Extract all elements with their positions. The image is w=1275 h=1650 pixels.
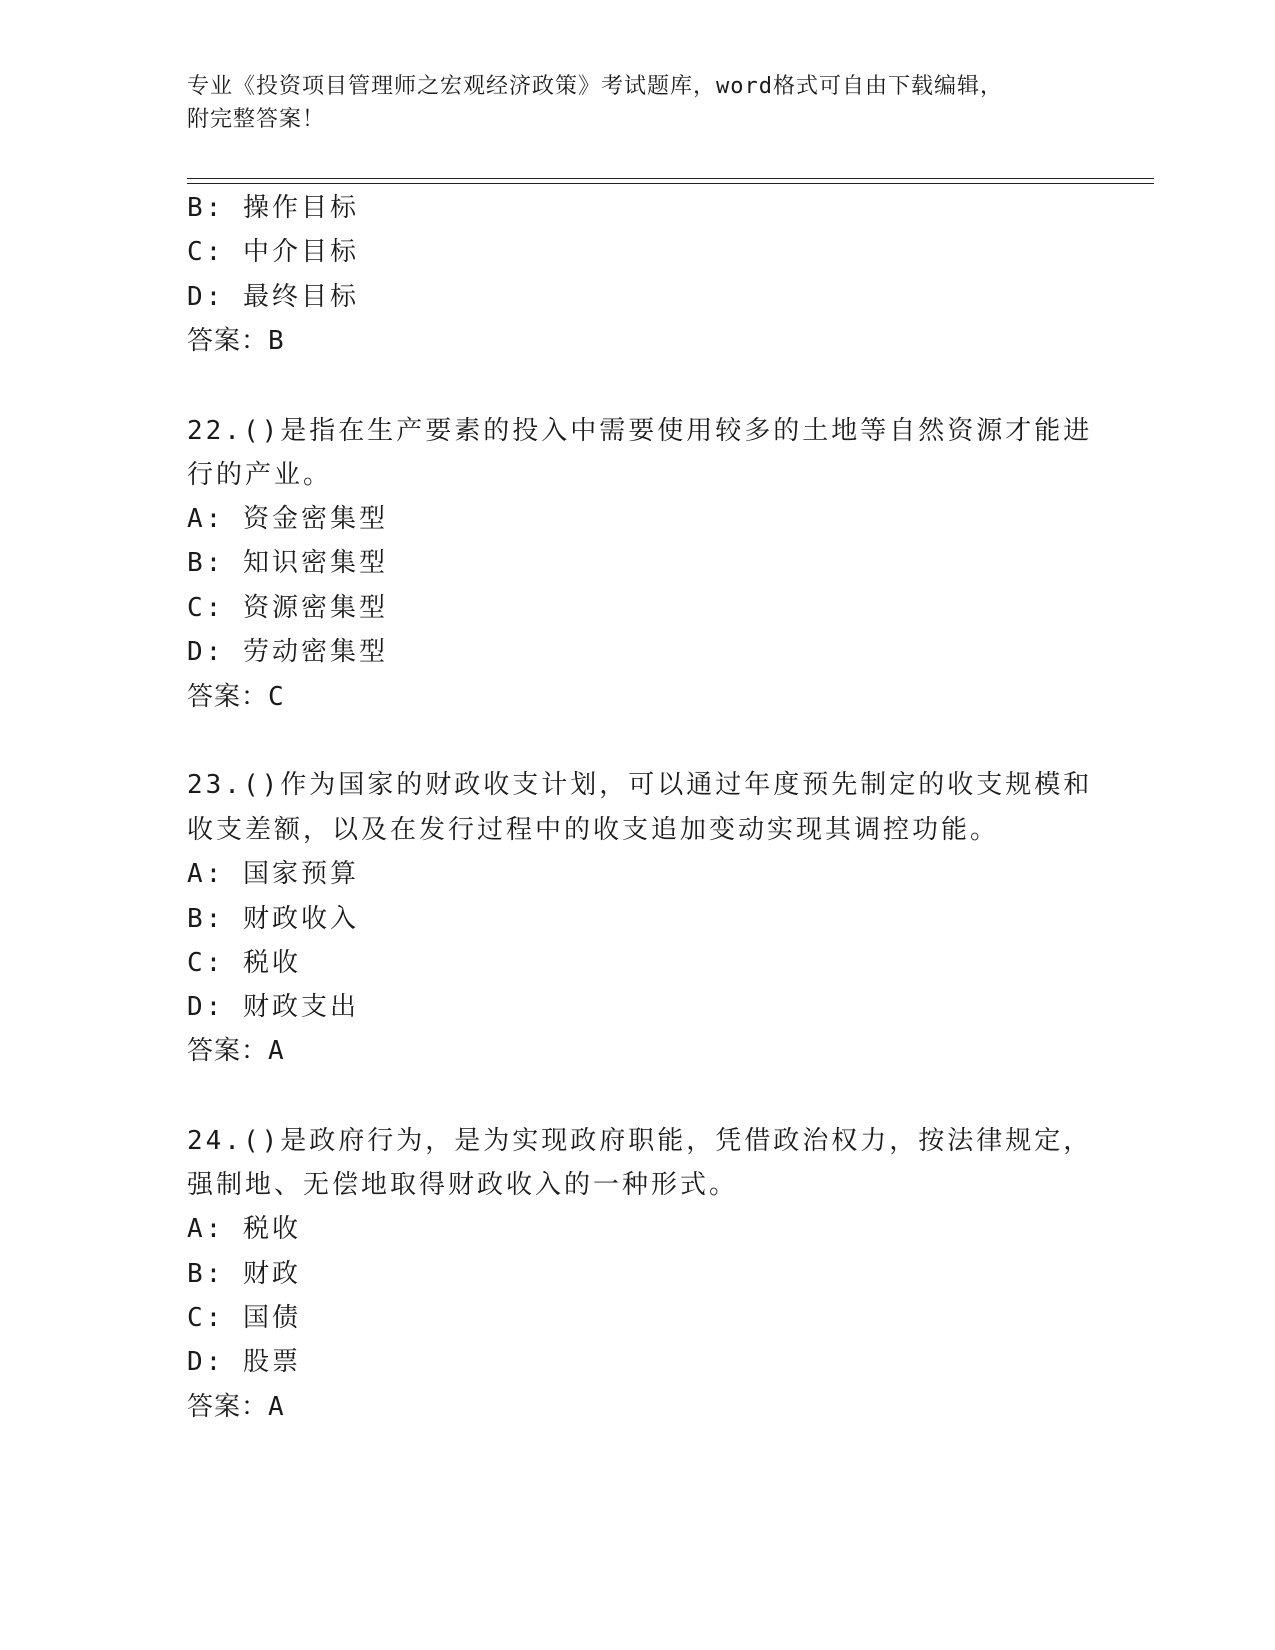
header-divider-top: [187, 178, 1154, 179]
answer: 答案：B: [187, 326, 285, 356]
option-b: B: 知识密集型: [187, 548, 388, 578]
question-stem: 22.()是指在生产要素的投入中需要使用较多的土地等自然资源才能进: [187, 416, 1093, 446]
option-b: B: 操作目标: [187, 193, 359, 223]
document-header: [187, 70, 1087, 136]
answer: 答案：A: [187, 1392, 285, 1422]
option-c: C: 国债: [187, 1303, 301, 1333]
question-stem: 行的产业。: [187, 460, 333, 490]
header-line-2: 附完整答案！: [187, 107, 326, 132]
question-stem: 收支差额，以及在发行过程中的收支追加变动实现其调控功能。: [187, 815, 1000, 845]
option-d: D: 财政支出: [187, 992, 359, 1022]
question-stem: 强制地、无偿地取得财政收入的一种形式。: [187, 1170, 739, 1200]
option-c: C: 中介目标: [187, 237, 359, 267]
question-stem: 23.()作为国家的财政收支计划，可以通过年度预先制定的收支规模和: [187, 770, 1093, 800]
option-b: B: 财政: [187, 1259, 301, 1289]
option-d: D: 股票: [187, 1347, 301, 1377]
option-a: A: 国家预算: [187, 859, 359, 889]
answer: 答案：C: [187, 682, 285, 712]
question-stem: 24.()是政府行为，是为实现政府职能，凭借政治权力，按法律规定，: [187, 1126, 1093, 1156]
header-divider-bottom: [187, 183, 1154, 184]
option-b: B: 财政收入: [187, 904, 359, 934]
option-a: A: 税收: [187, 1214, 301, 1244]
option-c: C: 资源密集型: [187, 593, 388, 623]
answer: 答案：A: [187, 1036, 285, 1066]
option-c: C: 税收: [187, 948, 301, 978]
header-line-1: 专业《投资项目管理师之宏观经济政策》考试题库，word格式可自由下载编辑，: [187, 74, 1003, 99]
option-d: D: 最终目标: [187, 282, 359, 312]
option-a: A: 资金密集型: [187, 504, 388, 534]
option-d: D: 劳动密集型: [187, 637, 388, 667]
